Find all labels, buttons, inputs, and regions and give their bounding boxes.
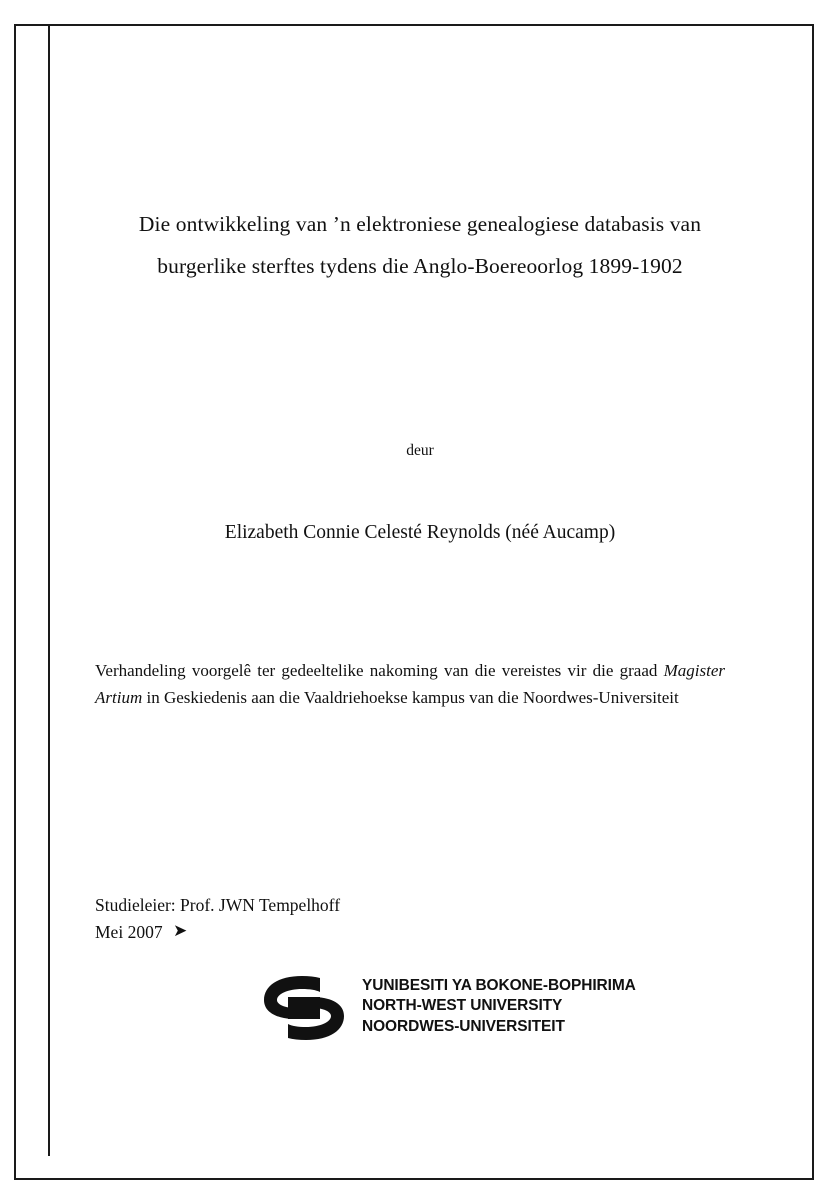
page-content xyxy=(90,24,750,1156)
supervisor-line: Studieleier: Prof. JWN Tempelhoff xyxy=(95,895,341,915)
logo-line-1: YUNIBESITI YA BOKONE-BOPHIRIMA xyxy=(362,977,636,994)
university-logo-text xyxy=(362,976,636,1037)
date-text: Mei 2007 xyxy=(95,922,163,943)
logo-line-2: NORTH-WEST UNIVERSITY xyxy=(362,997,563,1015)
north-west-university-logo-icon xyxy=(250,970,358,1046)
title-line-1: Die ontwikkeling van ’n elektroniese genealogiese databasis van xyxy=(138,212,702,236)
degree-statement-part1: Verhandeling voorgelê ter gedeeltelike nakoming van die vereistes vir die graad xyxy=(95,661,664,680)
author-name: Elizabeth Connie Celesté Reynolds (néé Aucamp) xyxy=(224,522,616,543)
document-title xyxy=(90,204,750,288)
degree-statement xyxy=(95,658,725,712)
logo-line-3: NOORDWES-UNIVERSITEIT xyxy=(362,1017,565,1035)
university-logo-block xyxy=(250,970,670,1050)
degree-name: Magister Artium xyxy=(95,661,725,707)
degree-statement-part2: in Geskiedenis aan die Vaaldriehoekse kampus van die Noordwes-Universiteit xyxy=(142,687,679,707)
title-line-2: burgerlike sterftes tydens die Anglo-Boereoorlog 1899-1902 xyxy=(157,253,683,278)
handwritten-mark: ➤ xyxy=(173,921,188,941)
byline-label: deur xyxy=(406,442,434,459)
date-line xyxy=(95,919,695,946)
supervisor-block xyxy=(95,892,695,946)
